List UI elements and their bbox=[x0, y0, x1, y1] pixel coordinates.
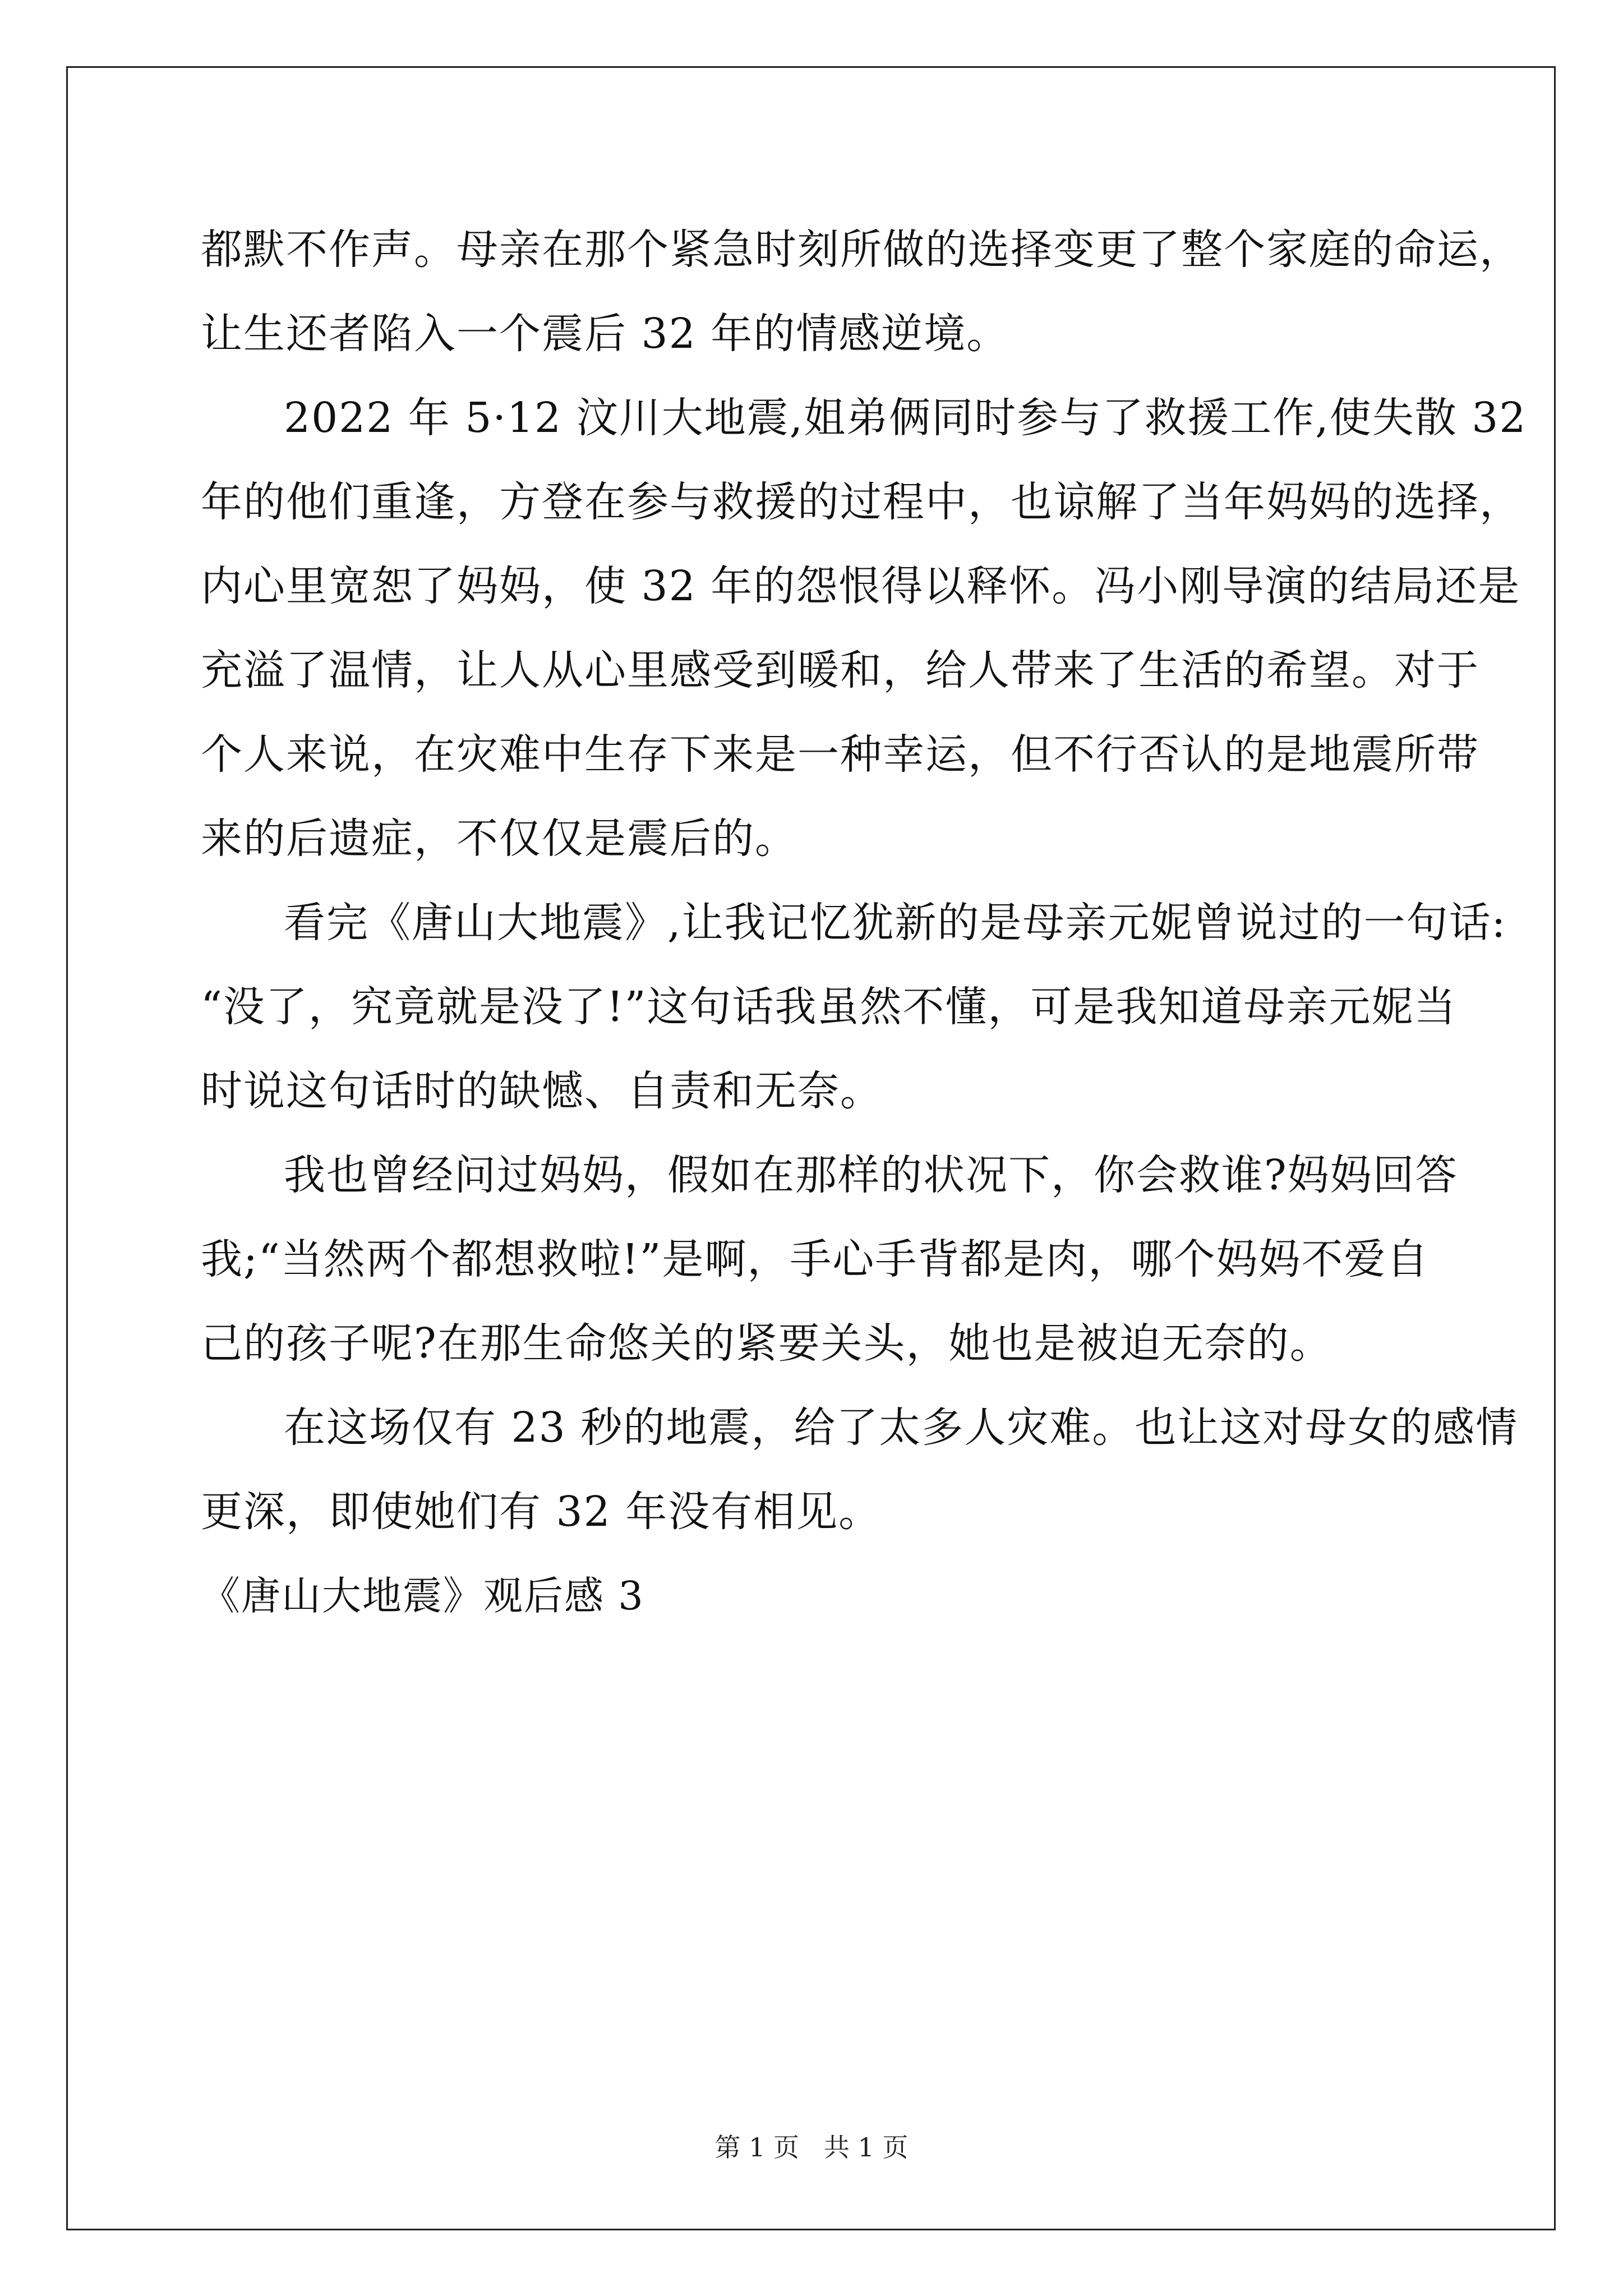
text-line: 来的后遗症，不仅仅是震后的。 bbox=[201, 815, 797, 863]
text-line: 年的他们重逢，方登在参与救援的过程中，也谅解了当年妈妈的选择， bbox=[201, 478, 1522, 526]
document-body bbox=[201, 208, 1527, 1638]
text-line: 内心里宽恕了妈妈，使 32 年的怨恨得以释怀。冯小刚导演的结局还是 bbox=[201, 562, 1521, 610]
text-line: “没了，究竟就是没了!”这句话我虽然不懂，可是我知道母亲元妮当 bbox=[201, 983, 1457, 1031]
text-line: 己的孩子呢?在那生命悠关的紧要关头，她也是被迫无奈的。 bbox=[201, 1319, 1332, 1368]
text-line: 我也曾经问过妈妈，假如在那样的状况下，你会救谁?妈妈回答 bbox=[284, 1151, 1458, 1199]
text-line: 让生还者陷入一个震后 32 年的情感逆境。 bbox=[201, 310, 1009, 358]
section-heading: 《唐山大地震》观后感 3 bbox=[201, 1573, 644, 1619]
text-line: 看完《唐山大地震》,让我记忆犹新的是母亲元妮曾说过的一句话: bbox=[284, 899, 1507, 947]
page-footer: 第 1 页 共 1 页 bbox=[714, 2132, 909, 2162]
text-line: 充溢了温情，让人从心里感受到暖和，给人带来了生活的希望。对于 bbox=[201, 646, 1479, 694]
text-line: 时说这句话时的缺憾、自责和无奈。 bbox=[201, 1067, 883, 1115]
text-line: 个人来说，在灾难中生存下来是一种幸运，但不行否认的是地震所带 bbox=[201, 730, 1479, 779]
text-line: 我;“当然两个都想救啦!”是啊，手心手背都是肉，哪个妈妈不爱自 bbox=[201, 1235, 1430, 1283]
text-line: 2022 年 5·12 汶川大地震,姐弟俩同时参与了救援工作,使失散 32 bbox=[284, 394, 1527, 442]
text-line: 更深，即使她们有 32 年没有相见。 bbox=[201, 1488, 882, 1536]
text-line: 在这场仅有 23 秒的地震，给了太多人灾难。也让这对母女的感情 bbox=[284, 1404, 1519, 1452]
text-line: 都默不作声。母亲在那个紧急时刻所做的选择变更了整个家庭的命运， bbox=[201, 226, 1522, 274]
